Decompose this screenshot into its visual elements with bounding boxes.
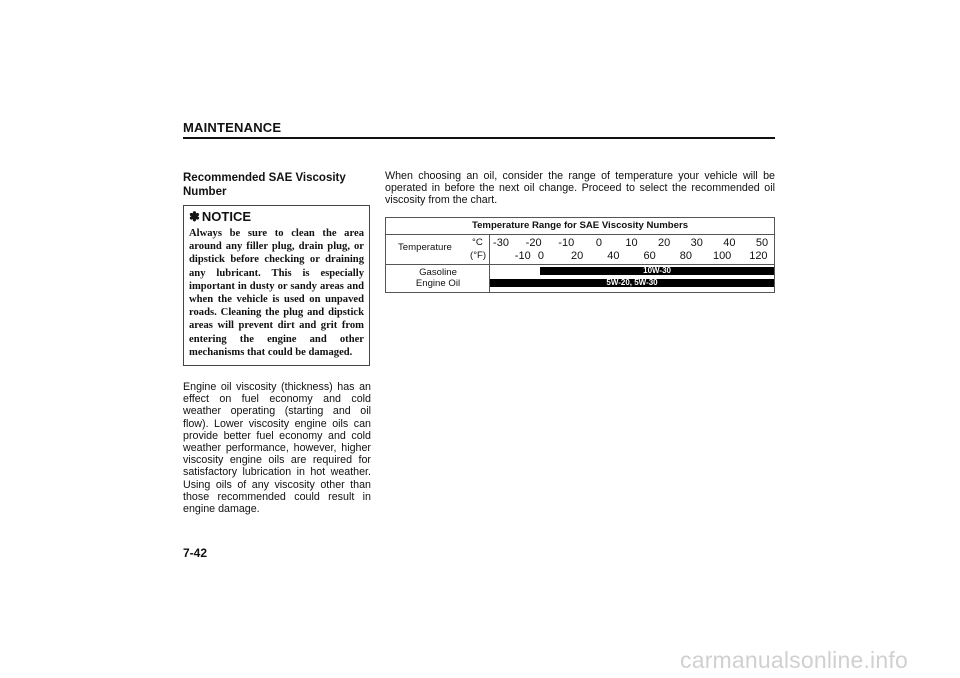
celsius-tick-label: 30 — [690, 237, 703, 249]
viscosity-range-bar: 10W-30 — [540, 267, 774, 275]
celsius-tick-label: 20 — [658, 237, 671, 249]
chart-intro-paragraph: When choosing an oil, consider the range of temperature your vehicle will be operated in before the next oil change. Proceed to select the recommended oil viscosity from the chart. — [385, 170, 775, 207]
fahrenheit-tick-label: 40 — [607, 250, 620, 262]
celsius-tick-label: -30 — [493, 237, 509, 249]
viscosity-range-bar: 5W-20, 5W-30 — [490, 279, 774, 287]
section-header-title: MAINTENANCE — [183, 120, 282, 135]
temperature-row-label: Temperature — [398, 242, 452, 253]
viscosity-paragraph: Engine oil viscosity (thickness) has an effect on fuel economy and cold weather operating (starting and oil flow). Lower viscosity engine oils can provide better fuel economy and cold weather performance, however, higher viscosity engine oils are required for satisfactory lubrication in hot weather. Using oils of any viscosity other than those recommended could result in engine damage. — [183, 381, 371, 516]
fahrenheit-unit-label: (°F) — [470, 250, 487, 261]
celsius-tick-label: 10 — [625, 237, 638, 249]
celsius-tick-label: 50 — [755, 237, 769, 249]
celsius-tick-label: -20 — [525, 237, 542, 249]
fahrenheit-tick-label: 20 — [571, 250, 584, 262]
celsius-tick-label: 40 — [723, 237, 736, 249]
notice-title — [189, 209, 364, 225]
chart-title: Temperature Range for SAE Viscosity Numbers — [386, 218, 774, 235]
oil-row-label: Gasoline Engine Oil — [415, 267, 461, 289]
viscosity-chart — [385, 217, 775, 293]
chart-row-divider — [386, 264, 774, 265]
header-rule — [183, 137, 775, 139]
fahrenheit-tick-label: 60 — [643, 250, 656, 262]
section-heading: Recommended SAE Viscosity Number — [183, 172, 346, 198]
celsius-tick-label: 0 — [595, 237, 602, 249]
notice-box — [183, 205, 370, 366]
fahrenheit-tick-label: 0 — [537, 250, 544, 262]
page-number: 7-42 — [183, 546, 208, 560]
celsius-unit-label: °C — [472, 237, 483, 248]
notice-title-text: NOTICE — [201, 209, 252, 224]
watermark: carmanualsonline.info — [680, 647, 908, 673]
fahrenheit-tick-label: 80 — [679, 250, 692, 262]
star-icon: ✽ — [189, 209, 200, 224]
celsius-tick-label: -10 — [558, 237, 575, 249]
fahrenheit-tick-label: 100 — [712, 250, 732, 262]
fahrenheit-tick-label: -10 — [514, 250, 531, 262]
fahrenheit-tick-label: 120 — [749, 250, 768, 262]
notice-text: Always be sure to clean the area around any filler plug, drain plug, or dipstick before checking or draining any lubricant. This is especially important in dusty or sandy areas and when the vehicle is used on unpaved roads. Cleaning the plug and dipstick areas will prevent dirt and grit from entering the engine and other mechanisms that could be damaged. — [189, 228, 364, 358]
